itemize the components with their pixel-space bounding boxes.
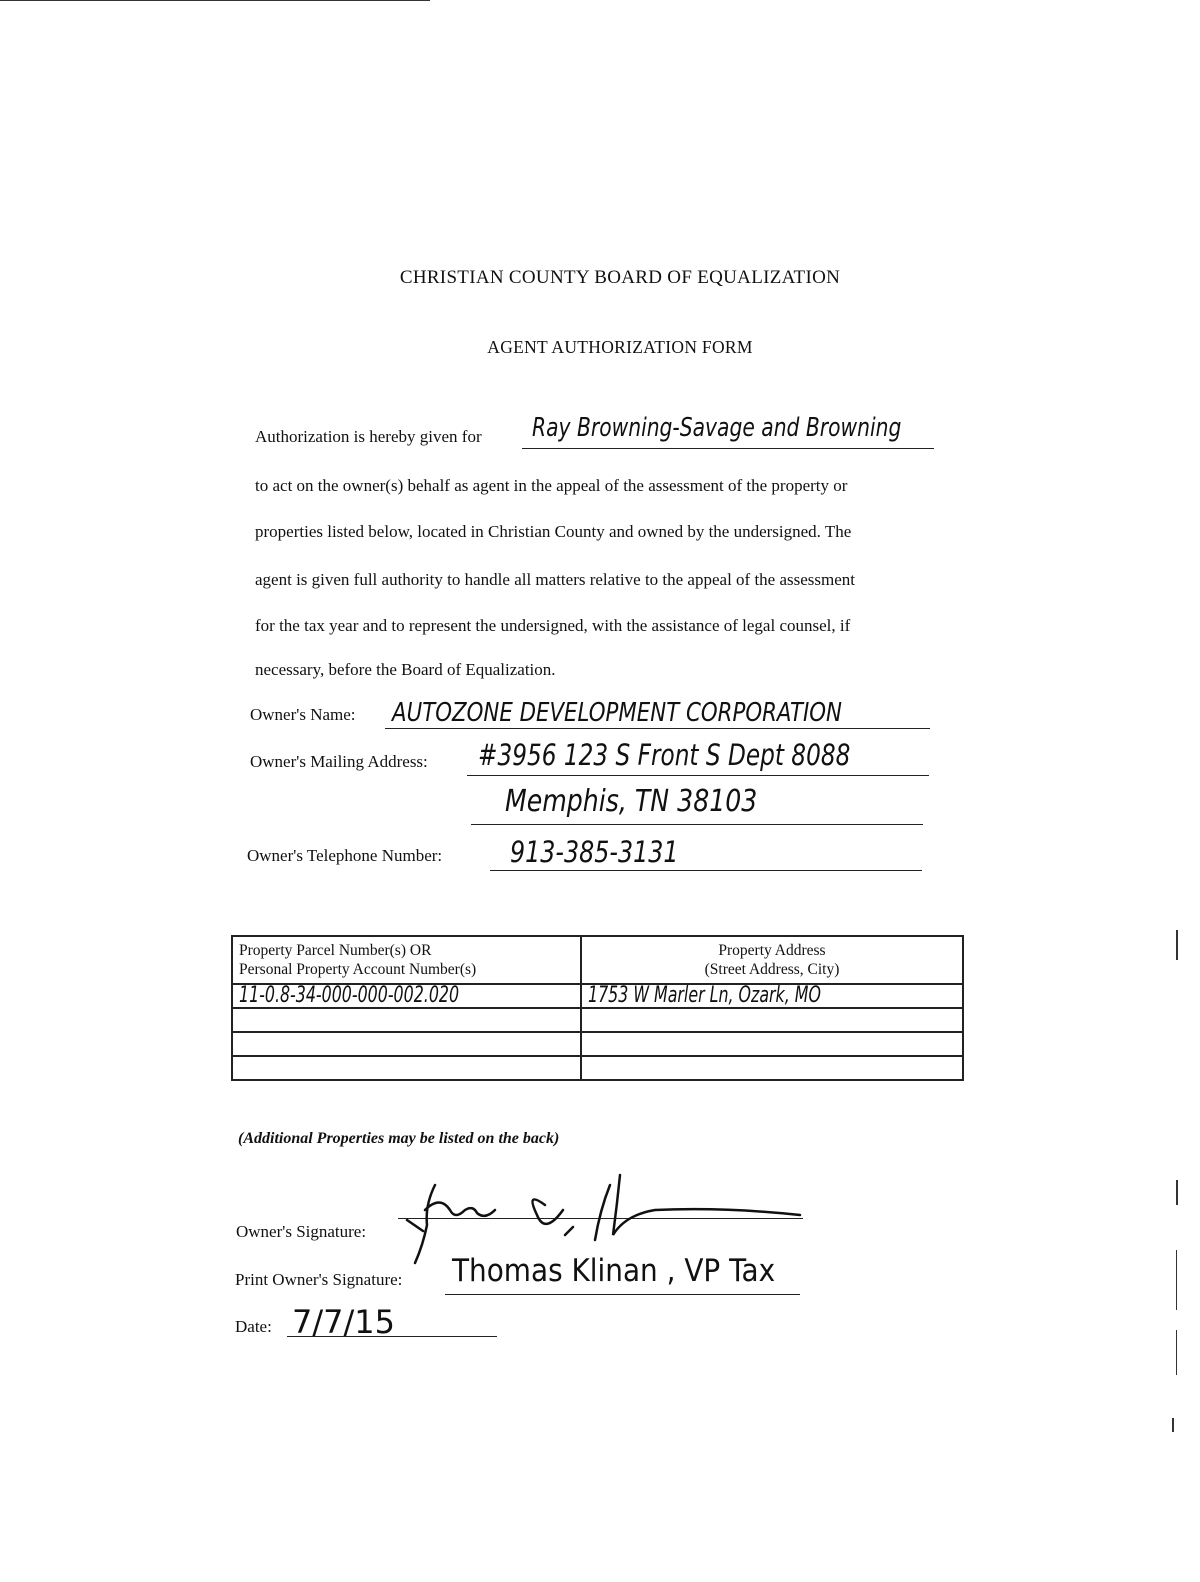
- agent-name-value: Ray Browning-Savage and Browning: [532, 413, 902, 443]
- parcel-number-cell: [232, 1056, 581, 1080]
- owner-phone-label: Owner's Telephone Number:: [247, 846, 443, 865]
- owner-phone-value: 913-385-3131: [510, 835, 679, 869]
- header-text: Personal Property Account Number(s): [239, 961, 477, 978]
- paragraph-line: properties listed below, located in Christian County and owned by the undersigned. The: [255, 522, 852, 541]
- table-row: [232, 1056, 963, 1080]
- table-header-row: [232, 936, 963, 984]
- owner-name-label: Owner's Name:: [250, 705, 356, 724]
- header-text: (Street Address, City): [704, 961, 840, 978]
- properties-table: [231, 935, 964, 1081]
- print-signature-label: Print Owner's Signature:: [235, 1270, 403, 1289]
- property-address-cell: [581, 1008, 963, 1032]
- date-value: 7/7/15: [292, 1303, 395, 1341]
- scan-edge-mark: [1176, 1250, 1177, 1310]
- table-row: [232, 1032, 963, 1056]
- header-text: Property Parcel Number(s) OR: [239, 942, 432, 959]
- paragraph-line: for the tax year and to represent the undersigned, with the assistance of legal counsel, if: [255, 616, 851, 635]
- owner-address-value-line1: #3956 123 S Front S Dept 8088: [478, 738, 851, 772]
- paragraph-line: to act on the owner(s) behalf as agent in the appeal of the assessment of the property or: [255, 476, 848, 495]
- date-label: Date:: [235, 1317, 272, 1336]
- form-subtitle: AGENT AUTHORIZATION FORM: [487, 337, 753, 357]
- scan-top-rule: [0, 0, 430, 5]
- scan-edge-mark: [1172, 1418, 1174, 1432]
- property-address-header: [581, 936, 963, 984]
- property-address-cell: [581, 1032, 963, 1056]
- owner-address-value-line2: Memphis, TN 38103: [505, 784, 758, 819]
- owner-name-value: AUTOZONE DEVELOPMENT CORPORATION: [392, 698, 843, 728]
- parcel-number-value: 11-0.8-34-000-000-002.020: [239, 982, 460, 1008]
- owner-signature-label: Owner's Signature:: [236, 1222, 367, 1241]
- header-text: Property Address: [718, 942, 826, 959]
- parcel-number-cell: [232, 1008, 581, 1032]
- paragraph-line: necessary, before the Board of Equalization.: [255, 660, 556, 679]
- authorization-prefix: Authorization is hereby given for: [255, 427, 482, 446]
- parcel-number-cell: [232, 1032, 581, 1056]
- parcel-number-cell: [232, 984, 581, 1008]
- owner-address-label: Owner's Mailing Address:: [250, 752, 428, 771]
- additional-properties-note: (Additional Properties may be listed on the back): [238, 1130, 560, 1147]
- paragraph-line: agent is given full authority to handle all matters relative to the appeal of the assessment: [255, 570, 856, 589]
- parcel-number-header: [232, 936, 581, 984]
- scan-edge-mark: [1176, 930, 1178, 960]
- scan-edge-mark: [1176, 1180, 1178, 1205]
- print-signature-value: Thomas Klinan , VP Tax: [452, 1253, 776, 1289]
- scan-edge-mark: [1176, 1330, 1177, 1375]
- table-row: [232, 984, 963, 1008]
- property-address-cell: [581, 984, 963, 1008]
- property-address-cell: [581, 1056, 963, 1080]
- form-title: CHRISTIAN COUNTY BOARD OF EQUALIZATION: [399, 267, 841, 288]
- property-address-value: 1753 W Marler Ln, Ozark, MO: [588, 982, 821, 1008]
- table-row: [232, 1008, 963, 1032]
- owner-signature-drawing: [395, 1165, 815, 1265]
